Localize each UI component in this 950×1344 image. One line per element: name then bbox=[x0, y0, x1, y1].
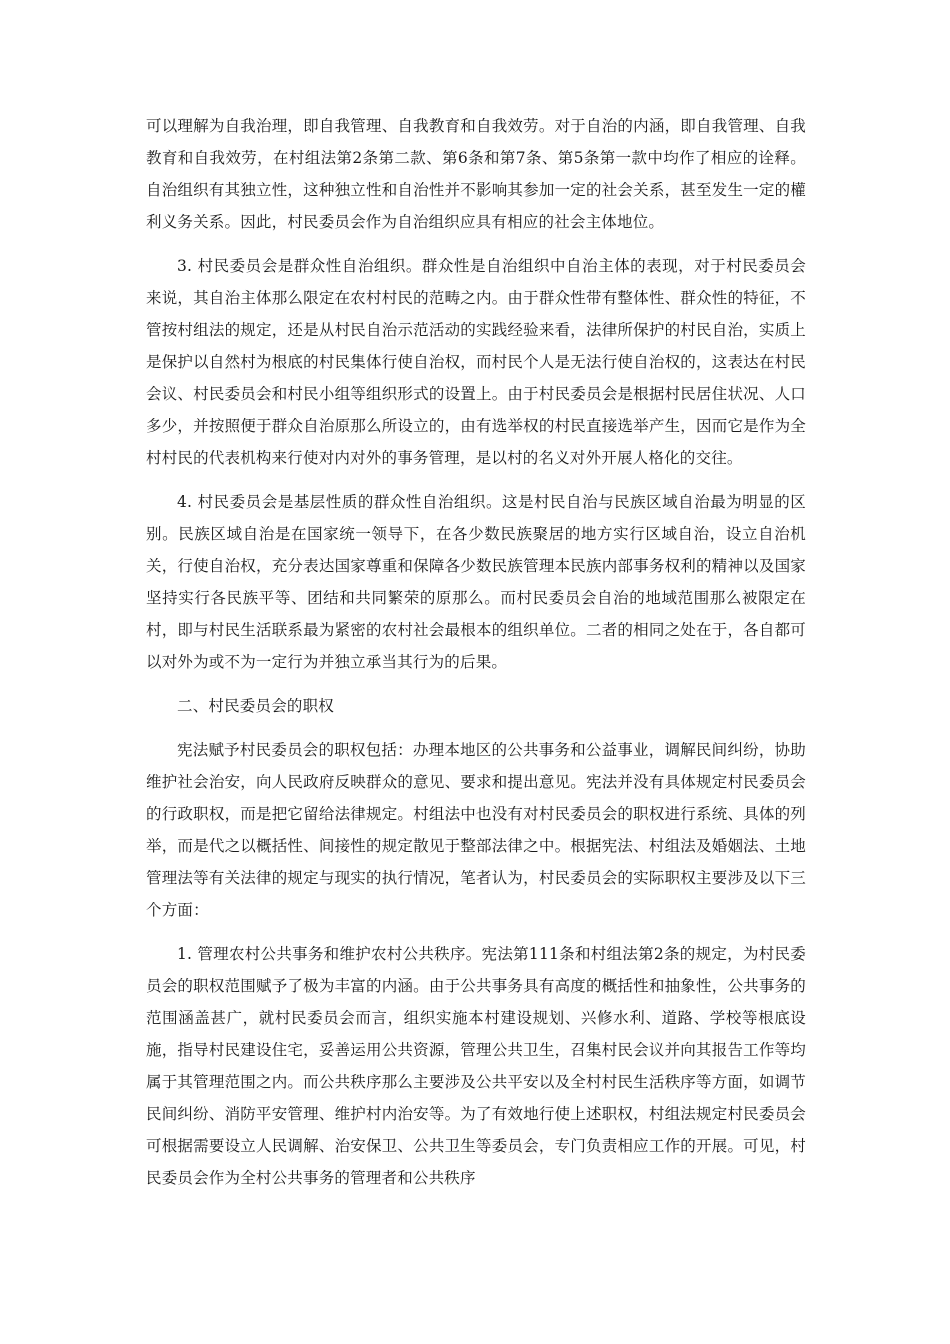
paragraph-point-4: 4. 村民委员会是基层性质的群众性自治组织。这是村民自治与民族区域自治最为明显的区别。民族区域自治是在国家统一领导下，在各少数民族聚居的地方实行区域自治，设立自治机关，行使自治权，充分表达国家尊重和保障各少数民族管理本民族内部事务权利的精神以及国家坚持实行各民族平等、团结和共同繁荣的原那么。而村民委员会自治的地域范围那么被限定在村，即与村民生活联系最为紧密的农村社会最根本的组织单位。二者的相同之处在于，各自都可以对外为或不为一定行为并独立承当其行为的后果。 bbox=[146, 493, 806, 671]
paragraph-powers-intro: 宪法赋予村民委员会的职权包括：办理本地区的公共事务和公益事业，调解民间纠纷，协助维护社会治安，向人民政府反映群众的意见、要求和提出意见。宪法并没有具体规定村民委员会的行政职权，而是把它留给法律规定。村组法中也没有对村民委员会的职权进行系统、具体的列举，而是代之以概括性、间接性的规定散见于整部法律之中。根据宪法、村组法及婚姻法、土地管理法等有关法律的规定与现实的执行情况，笔者认为，村民委员会的实际职权主要涉及以下三个方面： bbox=[146, 741, 806, 919]
paragraph-power-1: 1. 管理农村公共事务和维护农村公共秩序。宪法第111条和村组法第2条的规定，为村民委员会的职权范围赋予了极为丰富的内涵。由于公共事务具有高度的概括性和抽象性，公共事务的范围涵盖甚广，就村民委员会而言，组织实施本村建设规划、兴修水利、道路、学校等根底设施，指导村民建设住宅，妥善运用公共资源，管理公共卫生，召集村民会议并向其报告工作等均属于其管理范围之内。而公共秩序那么主要涉及公共平安以及全村村民生活秩序等方面，如调节民间纠纷、消防平安管理、维护村内治安等。为了有效地行使上述职权，村组法规定村民委员会可根据需要设立人民调解、治安保卫、公共卫生等委员会，专门负责相应工作的开展。可见，村民委员会作为全村公共事务的管理者和公共秩序 bbox=[146, 945, 806, 1187]
paragraph-point-3: 3. 村民委员会是群众性自治组织。群众性是自治组织中自治主体的表现，对于村民委员会来说，其自治主体那么限定在农村村民的范畴之内。由于群众性带有整体性、群众性的特征，不管按村组法的规定，还是从村民自治示范活动的实践经验来看，法律所保护的村民自治，实质上是保护以自然村为根底的村民集体行使自治权，而村民个人是无法行使自治权的，这表达在村民会议、村民委员会和村民小组等组织形式的设置上。由于村民委员会是根据村民居住状况、人口多少，并按照便于群众自治原那么所设立的，由有选举权的村民直接选举产生，因而它是作为全村村民的代表机构来行使对内对外的事务管理，是以村的名义对外开展人格化的交往。 bbox=[146, 257, 806, 467]
paragraph-continuation: 可以理解为自我治理，即自我管理、自我教育和自我效劳。对于自治的内涵，即自我管理、自我教育和自我效劳，在村组法第2条第二款、第6条和第7条、第5条第一款中均作了相应的诠释。自治组织有其独立性，这种独立性和自治性并不影响其参加一定的社会关系，甚至发生一定的權利义务关系。因此，村民委员会作为自治组织应具有相应的社会主体地位。 bbox=[146, 117, 806, 231]
section-heading: 二、村民委员会的职权 bbox=[177, 697, 335, 715]
document-page bbox=[146, 110, 806, 1206]
